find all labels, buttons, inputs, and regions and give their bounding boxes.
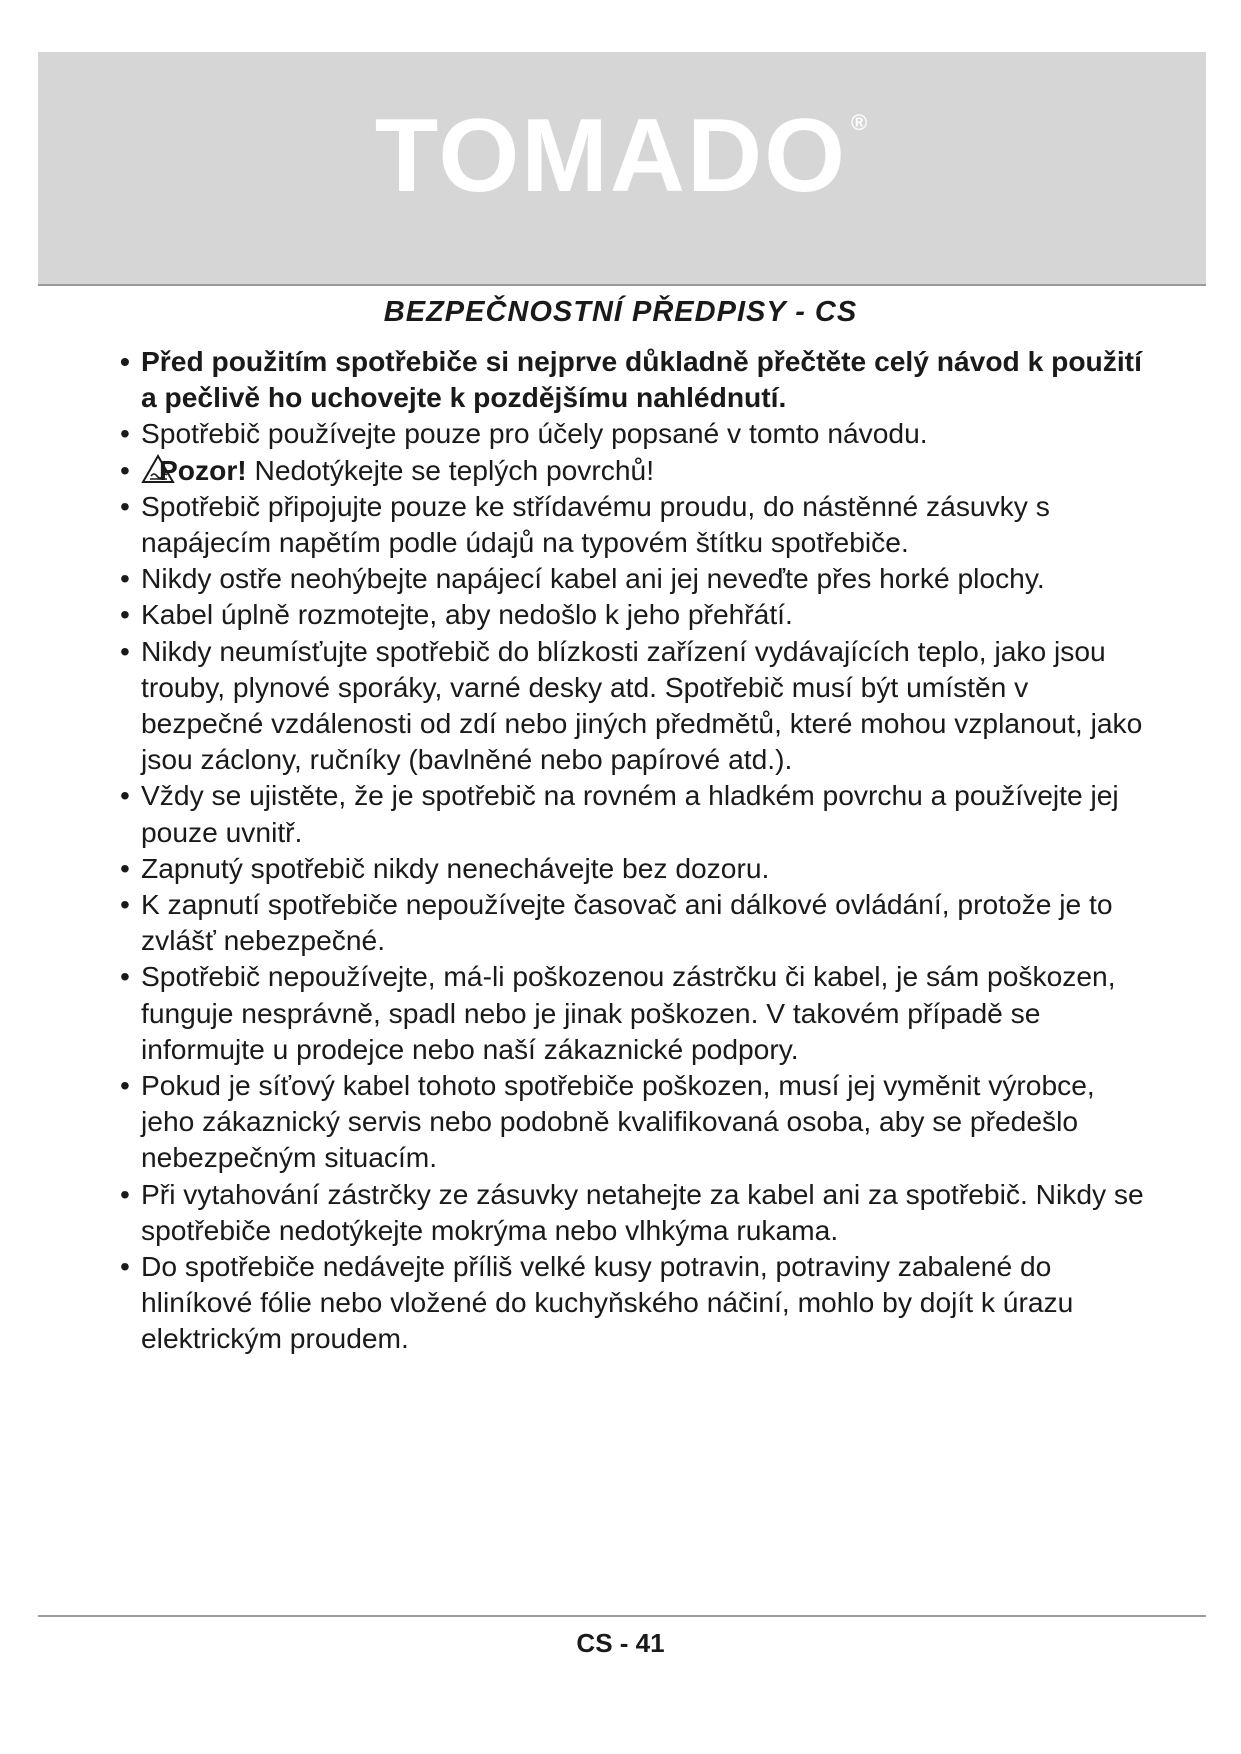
rule-read-manual [120,343,1150,415]
rule-cable-bending [120,560,1150,596]
rule-hot-surface-warning [120,452,1150,488]
rule-placement-distance [120,633,1150,778]
rule-unattended [120,850,1150,886]
rule-text: Nikdy neumísťujte spotřebič do blízkosti zařízení vydávajících teplo, jako jsou trouby, plynové sporáky, varné desky atd. Spotřebič musí být umístěn v bezpečné vzdálenosti od zdí nebo jiných předmětů, které mohou vzplanout, jako jsou záclony, ručníky (bavlněné nebo papírové atd.). [141,634,1143,776]
warning-label: Pozor! [159,453,247,486]
rule-text: Zapnutý spotřebič nikdy nenechávejte bez dozoru. [141,851,770,884]
rule-text: Do spotřebiče nedávejte příliš velké kusy potravin, potraviny zabalené do hliníkové fólie nebo vložené do kuchyňského náčiní, mohlo by dojít k úrazu elektrickým proudem. [141,1250,1074,1355]
rule-text: Spotřebič připojujte pouze ke střídavému proudu, do nástěnné zásuvky s napájecím napětím podle údajů na typovém štítku spotřebiče. [141,489,1050,559]
bullet: • [120,888,130,921]
rule-text: Nikdy ostře neohýbejte napájecí kabel ani jej neveďte přes horké plochy. [141,562,1045,595]
rule-text: Nedotýkejte se teplých povrchů! [246,453,655,486]
brand-logo [38,98,1206,214]
rule-cable-unwind [120,596,1150,632]
bullet: • [120,489,130,522]
bullet: • [120,453,130,486]
rule-unplugging [120,1176,1150,1248]
header-band [38,52,1206,286]
bullet: • [120,779,130,812]
rule-text: K zapnutí spotřebiče nepoužívejte časovač ani dálkové ovládání, protože je to zvlášť nebezpečné. [141,888,1113,957]
registered-mark: ® [851,110,870,135]
rule-text: Pokud je síťový kabel tohoto spotřebiče poškozen, musí jej vyměnit výrobce, jeho zákaznický servis nebo podobně kvalifikovaná osoba, aby se předešlo nebezpečným situacím. [141,1069,1095,1174]
rule-text: Spotřebič nepoužívejte, má-li poškozenou zástrčku či kabel, je sám poškozen, funguje nesprávně, spadl nebo je jinak poškozen. V takovém případě se informujte u prodejce nebo naší zákaznické podpory. [141,960,1116,1065]
rule-text: Spotřebič používejte pouze pro účely popsané v tomto návodu. [141,417,928,450]
rule-damaged-cable [120,1067,1150,1176]
bullet: • [120,851,130,884]
rule-intended-use [120,415,1150,451]
rule-food-size [120,1248,1150,1357]
rule-text: Před použitím spotřebiče si nejprve důkladně přečtěte celý návod k použití a pečlivě ho uchovejte k pozdějšímu nahlédnutí. [141,345,1142,414]
page-number: CS - 41 [576,1628,665,1658]
rule-text: Vždy se ujistěte, že je spotřebič na rovném a hladkém povrchu a používejte jej pouze uvnitř. [141,779,1119,848]
rule-damaged-appliance [120,958,1150,1067]
bullet: • [120,1177,130,1210]
footer-divider [38,1615,1206,1617]
section-title: BEZPEČNOSTNÍ PŘEDPISY - CS [383,296,858,328]
bullet: • [120,345,130,377]
rule-timer-remote [120,886,1150,958]
rule-flat-surface [120,777,1150,849]
rule-text: Kabel úplně rozmotejte, aby nedošlo k jeho přehřátí. [141,598,793,631]
rule-power-supply [120,488,1150,560]
bullet: • [120,1250,130,1283]
warning-triangle-icon [141,454,175,484]
bullet: • [120,634,130,667]
bullet: • [120,960,130,993]
bullet: • [120,598,130,631]
safety-rules-list [120,343,1150,1357]
rule-text: Při vytahování zástrčky ze zásuvky netahejte za kabel ani za spotřebič. Nikdy se spotřebiče nedotýkejte mokrýma nebo vlhkýma rukama. [141,1177,1144,1246]
bullet: • [120,562,130,595]
bullet: • [120,1069,130,1102]
bullet: • [120,417,130,450]
brand-name: TOMADO [374,98,848,214]
